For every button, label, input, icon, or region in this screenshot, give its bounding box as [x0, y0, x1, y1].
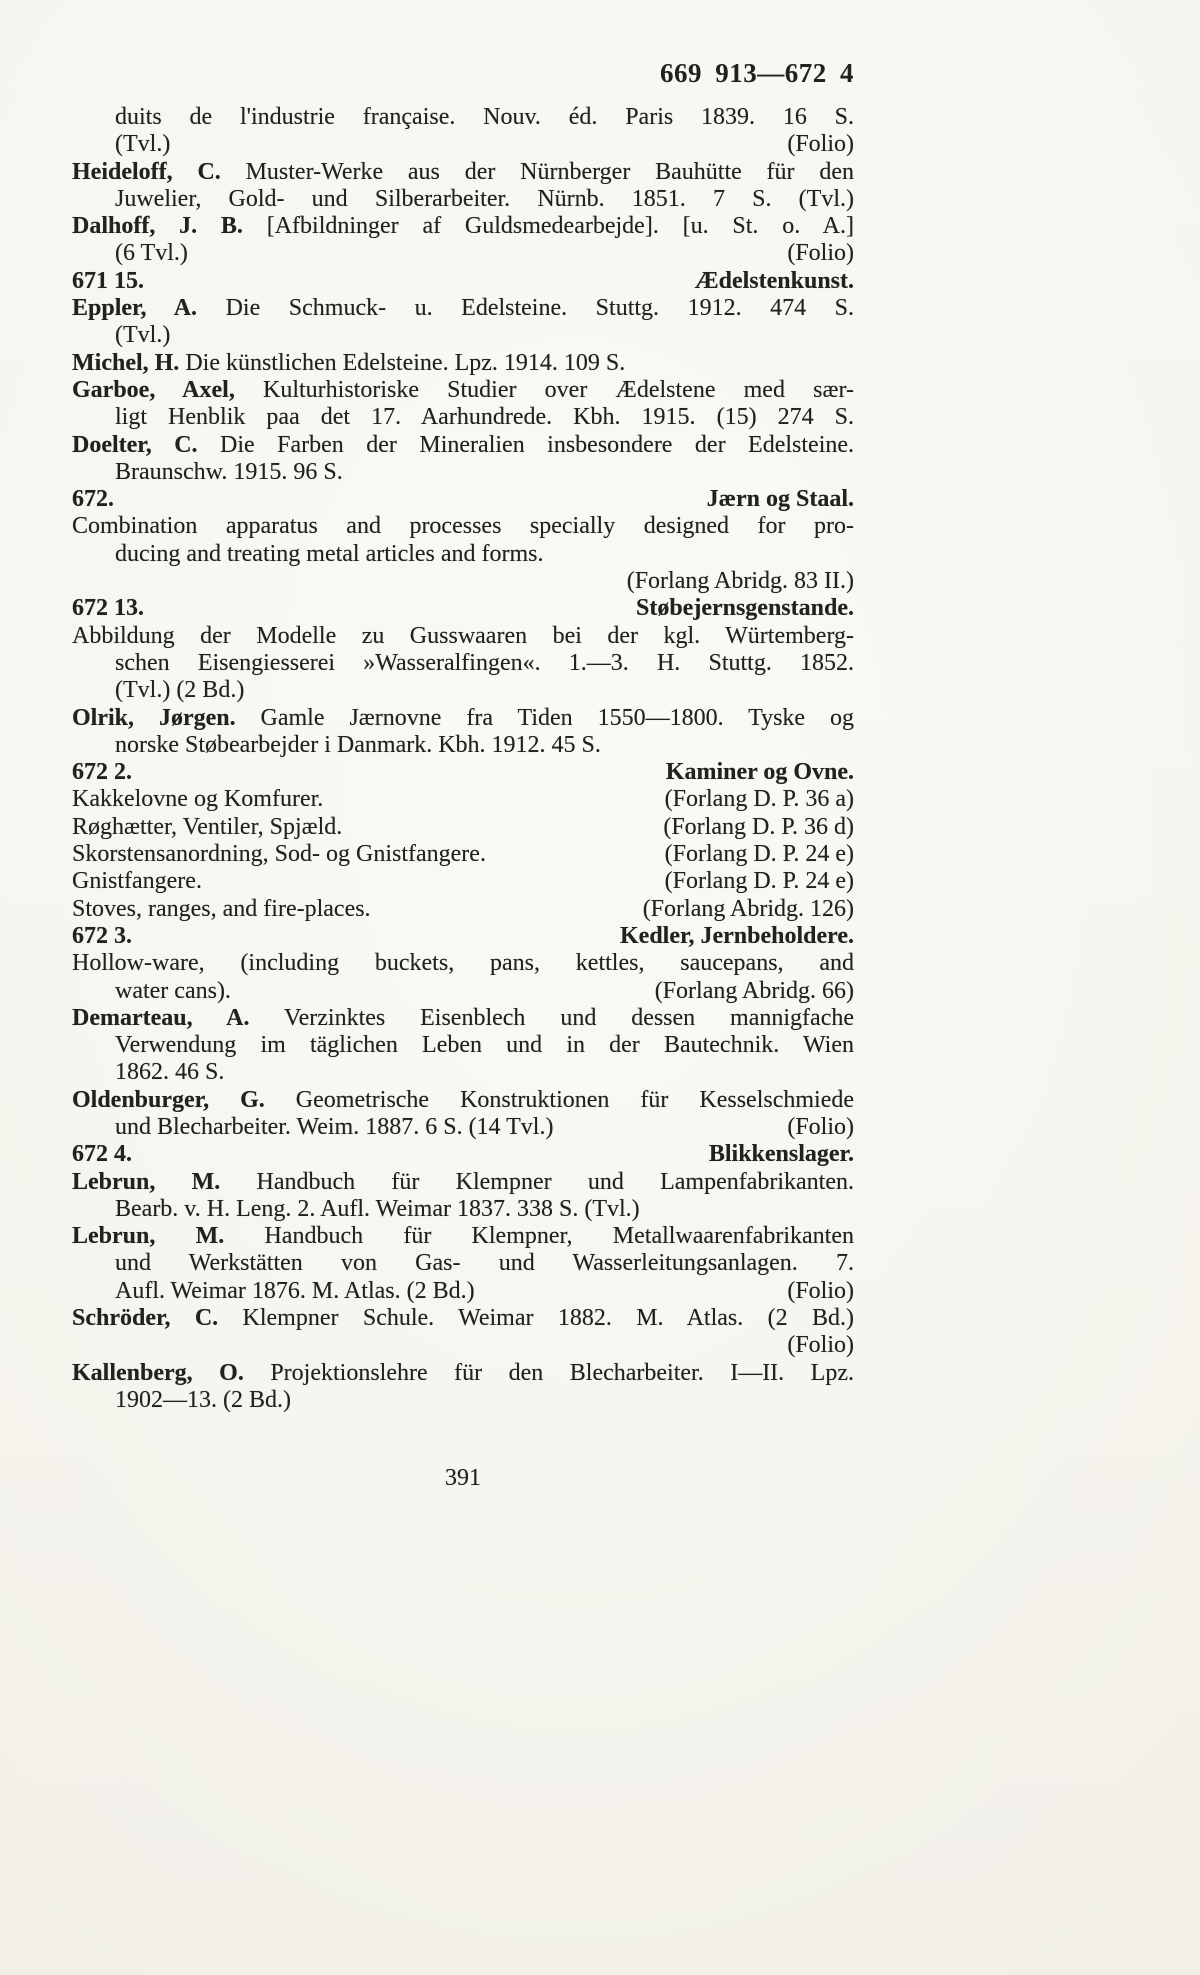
plain-text: Die Farben der Mineralien insbesondere der Edelsteine. [197, 431, 855, 458]
bold-text: Doelter, C. [72, 431, 198, 458]
plain-text: Gamle Jærnovne fra Tiden 1550—1800. Tyske og [235, 704, 854, 731]
text-line [72, 513, 854, 540]
line-left [72, 1141, 132, 1168]
text-line [72, 104, 854, 131]
text-line [72, 595, 854, 622]
line-left [72, 268, 144, 295]
text-line [72, 896, 854, 923]
bold-text: 671 15. [72, 267, 144, 294]
plain-text: (Forlang D. P. 36 d) [663, 813, 854, 840]
plain-text: Kulturhistoriske Studier over Ædelstene med sær- [234, 376, 854, 403]
plain-text: schen Eisengiesserei »Wasseralfingen«. 1.—3. H. Stuttg. 1852. [115, 649, 854, 676]
text-line [72, 1223, 854, 1250]
bold-text: Lebrun, M. [72, 1223, 225, 1250]
plain-text: (6 Tvl.) [115, 240, 188, 267]
line-left [115, 978, 231, 1005]
text-line [72, 786, 854, 813]
plain-text: 1902—13. (2 Bd.) [115, 1386, 291, 1413]
bold-text: Michel, H. [72, 349, 180, 376]
text-line [72, 541, 854, 568]
bold-text: Dalhoff, J. B. [72, 213, 243, 240]
plain-text: Skorstensanordning, Sod- og Gnistfangere. [72, 841, 486, 868]
plain-text: [Afbildninger af Guldsmedearbejde]. [u. St. o. A.] [242, 213, 854, 240]
text-line [72, 459, 854, 486]
plain-text: (Forlang D. P. 24 e) [664, 868, 854, 895]
line-left [72, 486, 114, 513]
plain-text: Kakkelovne og Komfurer. [72, 786, 324, 813]
bold-text: 672. [72, 486, 114, 513]
plain-text: (Tvl.) [115, 131, 171, 158]
line-right [787, 1114, 854, 1141]
text-line [72, 568, 854, 595]
line-left [72, 868, 202, 895]
text-line [72, 404, 854, 431]
line-left [115, 1114, 553, 1141]
plain-text: (Folio) [787, 1332, 854, 1359]
line-left [72, 786, 323, 813]
text-line [72, 1387, 854, 1414]
line-left [72, 759, 132, 786]
line-right [663, 814, 854, 841]
line-right [666, 759, 854, 786]
text-line [72, 814, 854, 841]
text-line [72, 1032, 854, 1059]
plain-text: (Tvl.) (2 Bd.) [115, 677, 245, 704]
plain-text: (Folio) [787, 240, 854, 267]
plain-text: und Werkstätten von Gas- und Wasserleitungsanlagen. 7. [115, 1250, 854, 1277]
line-right [709, 1141, 854, 1168]
plain-text: Projektionslehre für den Blecharbeiter. I—II. Lpz. [243, 1359, 854, 1386]
bold-text: Olrik, Jørgen. [72, 704, 236, 731]
plain-text: Abbildung der Modelle zu Gusswaaren bei der kgl. Würtemberg- [72, 622, 854, 649]
plain-text: Handbuch für Klempner und Lampenfabrikanten. [220, 1168, 854, 1195]
text-line [72, 1114, 854, 1141]
plain-text: (Folio) [787, 131, 854, 158]
line-left [72, 841, 486, 868]
plain-text: und Blecharbeiter. Weim. 1887. 6 S. (14 Tvl.) [115, 1113, 554, 1140]
line-left [115, 240, 188, 267]
text-line [72, 759, 854, 786]
text-line [72, 240, 854, 267]
text-line [72, 1059, 854, 1086]
plain-text: duits de l'industrie française. Nouv. éd. Paris 1839. 16 S. [115, 104, 854, 130]
plain-text: Aufl. Weimar 1876. M. Atlas. (2 Bd.) [115, 1277, 475, 1304]
text-line [72, 268, 854, 295]
text-line [72, 432, 854, 459]
text-line [72, 978, 854, 1005]
line-right [665, 786, 854, 813]
text-line [72, 1087, 854, 1114]
plain-text: (Tvl.) [115, 322, 171, 349]
text-line [72, 1141, 854, 1168]
plain-text: ligt Henblik paa det 17. Aarhundrede. Kbh. 1915. (15) 274 S. [115, 404, 854, 431]
text-line [72, 705, 854, 732]
bold-text: Ædelstenkunst. [694, 267, 854, 294]
line-right [620, 923, 854, 950]
plain-text: water cans). [115, 977, 231, 1004]
text-column [72, 58, 854, 1492]
bold-text: Demarteau, A. [72, 1004, 250, 1031]
text-line [72, 650, 854, 677]
text-line [72, 186, 854, 213]
plain-text: Braunschw. 1915. 96 S. [115, 458, 343, 485]
text-line [72, 1305, 854, 1332]
bold-text: Lebrun, M. [72, 1168, 221, 1195]
text-line [72, 923, 854, 950]
plain-text: Verwendung im täglichen Leben und in der Bautechnik. Wien [115, 1032, 854, 1059]
bold-text: Blikkenslager. [708, 1141, 854, 1168]
bold-text: Kallenberg, O. [72, 1359, 244, 1386]
line-right [707, 486, 854, 513]
bold-text: Kaminer og Ovne. [665, 759, 854, 786]
line-left [115, 131, 170, 158]
plain-text: ducing and treating metal articles and forms. [115, 540, 544, 567]
plain-text: (Folio) [787, 1113, 854, 1140]
bold-text: 672 3. [72, 922, 132, 949]
text-line [72, 486, 854, 513]
plain-text: Verzinktes Eisenblech und dessen mannigfache [249, 1004, 854, 1031]
line-right [636, 595, 854, 622]
text-line [72, 350, 854, 377]
text-line [72, 868, 854, 895]
plain-text: (Forlang Abridg. 66) [654, 977, 854, 1004]
line-left [115, 1278, 475, 1305]
text-line [72, 159, 854, 186]
bold-text: Eppler, A. [72, 295, 198, 322]
text-line [72, 1169, 854, 1196]
text-line [72, 213, 854, 240]
plain-text: (Forlang D. P. 24 e) [664, 841, 854, 868]
text-line [72, 131, 854, 158]
text-line [72, 377, 854, 404]
plain-text: Juwelier, Gold- und Silberarbeiter. Nürnb. 1851. 7 S. (Tvl.) [115, 185, 854, 212]
plain-text: Handbuch für Klempner, Metallwaarenfabrikanten [224, 1223, 854, 1250]
plain-text: Geometrische Konstruktionen für Kesselschmiede [264, 1086, 854, 1113]
plain-text: Hollow-ware, (including buckets, pans, kettles, saucepans, and [72, 950, 854, 977]
plain-text: Røghætter, Ventiler, Spjæld. [72, 813, 343, 840]
bold-text: Kedler, Jernbeholdere. [620, 922, 854, 949]
plain-text: (Forlang Abridg. 126) [642, 895, 854, 922]
line-left [72, 896, 371, 923]
text-line [72, 623, 854, 650]
text-line [72, 732, 854, 759]
text-line [72, 322, 854, 349]
line-right [665, 868, 854, 895]
plain-text: Klempner Schule. Weimar 1882. M. Atlas. (2 Bd.) [218, 1305, 854, 1332]
text-line [72, 1250, 854, 1277]
line-left [72, 923, 132, 950]
line-right [695, 268, 854, 295]
bold-text: Jærn og Staal. [706, 486, 854, 513]
text-line [72, 1360, 854, 1387]
plain-text: (Forlang D. P. 36 a) [664, 786, 854, 813]
plain-text: Stoves, ranges, and fire-places. [72, 895, 371, 922]
line-right [643, 896, 854, 923]
bold-text: 672 13. [72, 595, 144, 622]
text-line [72, 295, 854, 322]
bold-text: Garboe, Axel, [72, 376, 235, 403]
bold-text: Schröder, C. [72, 1305, 219, 1332]
bold-text: 672 2. [72, 759, 132, 786]
text-line [72, 841, 854, 868]
bold-text: 672 4. [72, 1141, 132, 1168]
line-left [72, 595, 144, 622]
plain-text: Gnistfangere. [72, 868, 202, 895]
line-right [787, 240, 854, 267]
plain-text: Die Schmuck- u. Edelsteine. Stuttg. 1912. 474 S. [197, 295, 855, 322]
bold-text: Oldenburger, G. [72, 1086, 265, 1113]
line-right [787, 131, 854, 158]
page-number: 391 [445, 1465, 481, 1492]
text-line [72, 1005, 854, 1032]
bold-text: Støbejernsgenstande. [635, 595, 854, 622]
text-line [72, 950, 854, 977]
plain-text: norske Støbearbejder i Danmark. Kbh. 1912. 45 S. [115, 731, 601, 758]
line-left [72, 814, 342, 841]
text-line [72, 1278, 854, 1305]
line-right [655, 978, 854, 1005]
line-right [787, 1278, 854, 1305]
plain-text: 1862. 46 S. [115, 1059, 225, 1086]
plain-text: (Forlang Abridg. 83 II.) [626, 568, 854, 595]
plain-text: Combination apparatus and processes specially designed for pro- [72, 513, 854, 540]
line-right [665, 841, 854, 868]
plain-text: Muster-Werke aus der Nürnberger Bauhütte für den [220, 158, 854, 185]
running-head: 669 913—672 4 [660, 58, 854, 88]
text-line [72, 1332, 854, 1359]
page-lines [72, 104, 854, 1414]
text-line [72, 677, 854, 704]
plain-text: (Folio) [787, 1277, 854, 1304]
bold-text: Heideloff, C. [72, 158, 221, 185]
plain-text: Die künstlichen Edelsteine. Lpz. 1914. 109 S. [179, 349, 626, 376]
text-line [72, 1196, 854, 1223]
plain-text: Bearb. v. H. Leng. 2. Aufl. Weimar 1837. 338 S. (Tvl.) [115, 1195, 640, 1222]
